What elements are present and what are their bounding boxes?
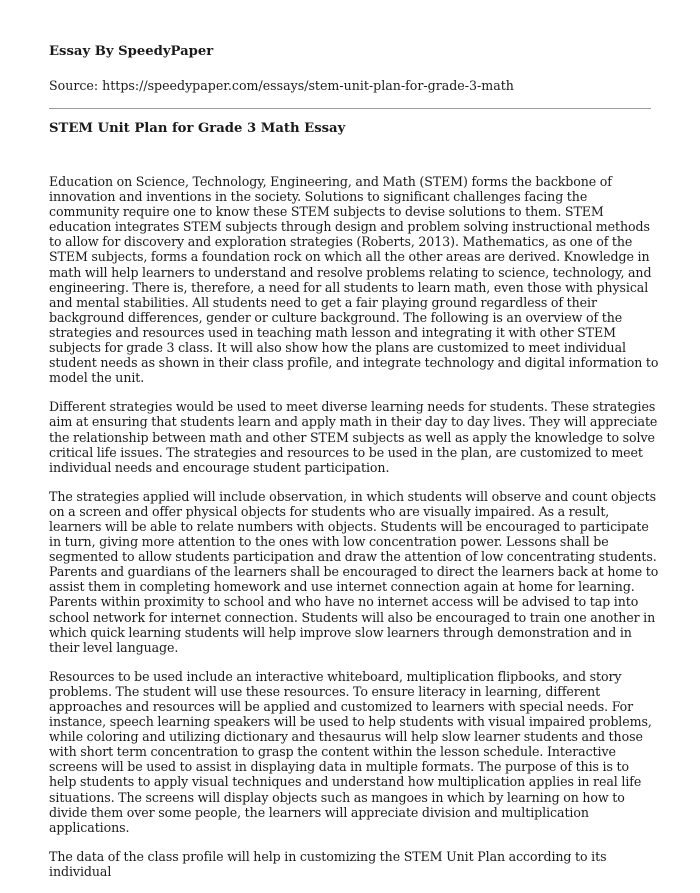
essay-body	[49, 174, 659, 893]
essay-title: STEM Unit Plan for Grade 3 Math Essay	[49, 121, 346, 136]
paragraph: Education on Science, Technology, Engineering, and Math (STEM) forms the backbone of innovation and inventions in the society. Solutions to significant challenges facing the community require one to know these STEM subjects to devise solutions to them. STEM education integrates STEM subjects through design and problem solving instructional methods to allow for discovery and exploration strategies (Roberts, 2013). Mathematics, as one of the STEM subjects, forms a foundation rock on which all the other areas are derived. Knowledge in math will help learners to understand and resolve problems relating to science, technology, and engineering. There is, therefore, a need for all students to learn math, even those with physical and mental stabilities. All students need to get a fair playing ground regardless of their background differences, gender or culture background. The following is an overview of the strategies and resources used in teaching math lesson and integrating it with other STEM subjects for grade 3 class. It will also show how the plans are customized to meet individual student needs as shown in their class profile, and integrate technology and digital information to model the unit.	[49, 174, 659, 386]
paragraph: Different strategies would be used to meet diverse learning needs for students. These strategies aim at ensuring that students learn and apply math in their day to day lives. They will appreciate the relationship between math and other STEM subjects as well as apply the knowledge to solve critical life issues. The strategies and resources to be used in the plan, are customized to meet individual needs and encourage student participation.	[49, 399, 658, 475]
paragraph: The data of the class profile will help in customizing the STEM Unit Plan according to its individual	[49, 848, 607, 879]
source-url: Source: https://speedypaper.com/essays/stem-unit-plan-for-grade-3-math	[49, 78, 514, 93]
essay-brand: Essay By SpeedyPaper	[49, 44, 214, 59]
page-header	[49, 44, 659, 94]
paragraph: The strategies applied will include observation, in which students will observe and count objects on a screen and offer physical objects for students who are visually impaired. As a result, learners will be able to relate numbers with objects. Students will be encouraged to participate in turn, giving more attention to the ones with low concentration power. Lessons shall be segmented to allow students participation and draw the attention of low concentrating students. Parents and guardians of the learners shall be encouraged to direct the learners back at home to assist them in completing homework and use internet connection again at home for learning. Parents within proximity to school and who have no internet access will be advised to tap into school network for internet connection. Students will also be encouraged to train one another in which quick learning students will help improve slow learners through demonstration and in their level language.	[49, 488, 659, 655]
header-divider	[49, 108, 651, 109]
paragraph: Resources to be used include an interactive whiteboard, multiplication flipbooks, and story problems. The student will use these resources. To ensure literacy in learning, different approaches and resources will be applied and customized to learners with special needs. For instance, speech learning speakers will be used to help students with visual impaired problems, while coloring and utilizing dictionary and thesaurus will help slow learner students and those with short term concentration to grasp the content within the lesson schedule. Interactive screens will be used to assist in displaying data in multiple formats. The purpose of this is to help students to apply visual techniques and understand how multiplication applies in real life situations. The screens will display objects such as mangoes in which by learning on how to divide them over some people, the learners will appreciate division and multiplication applications.	[49, 668, 652, 835]
